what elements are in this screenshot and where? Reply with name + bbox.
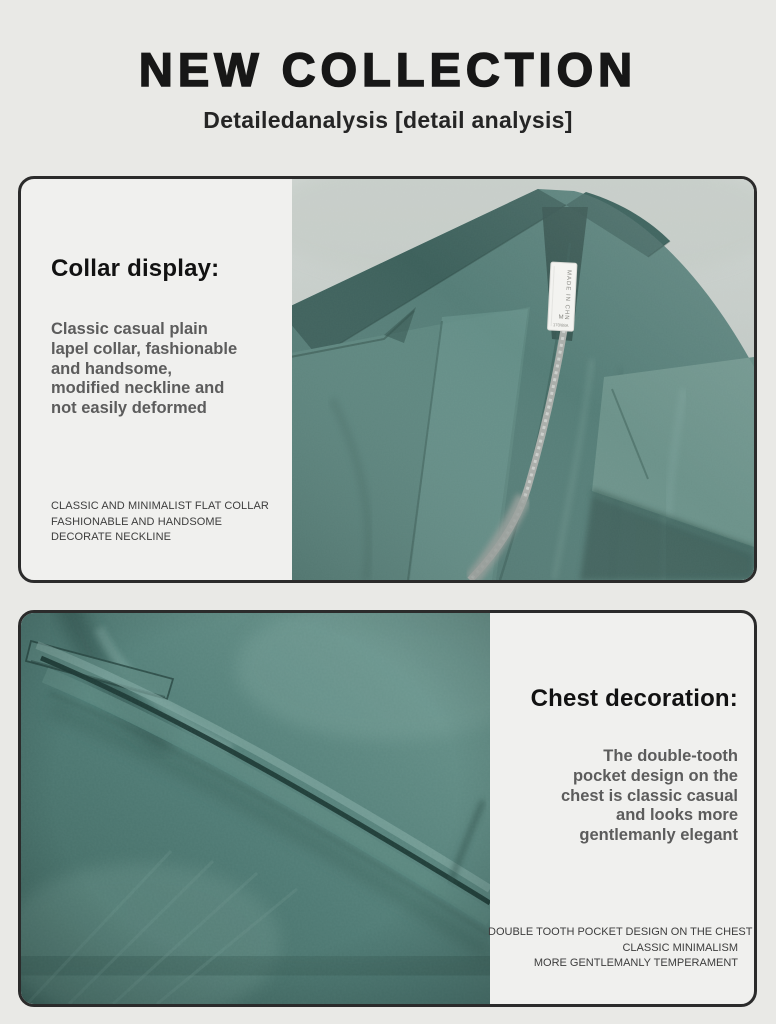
collar-photo-illustration — [292, 179, 754, 580]
page-header — [0, 0, 776, 134]
collar-panel — [18, 176, 757, 583]
chest-description: The double-tooth pocket design on the chest is classic casual and looks more gentlemanly elegant — [560, 747, 738, 845]
page-title: NEW COLLECTION — [138, 43, 638, 96]
pocket-photo — [21, 613, 490, 1004]
pocket-photo-illustration — [21, 613, 490, 1004]
chest-heading: Chest decoration: — [530, 685, 738, 712]
page-subtitle: Detailedanalysis [detail analysis] — [203, 107, 573, 133]
collar-caps-note: CLASSIC AND MINIMALIST FLAT COLLAR FASHIONABLE AND HANDSOME DECORATE NECKLINE — [51, 500, 269, 544]
collar-description: Classic casual plain lapel collar, fashionable and handsome, modified neckline and not easily deformed — [51, 320, 238, 418]
collar-heading: Collar display: — [51, 255, 220, 282]
collar-photo — [292, 179, 754, 580]
chest-panel — [18, 610, 757, 1007]
chest-caps-note: DOUBLE TOOTH POCKET DESIGN ON THE CHEST CLASSIC MINIMALISM MORE GENTLEMANLY TEMPERAMENT — [488, 926, 753, 970]
